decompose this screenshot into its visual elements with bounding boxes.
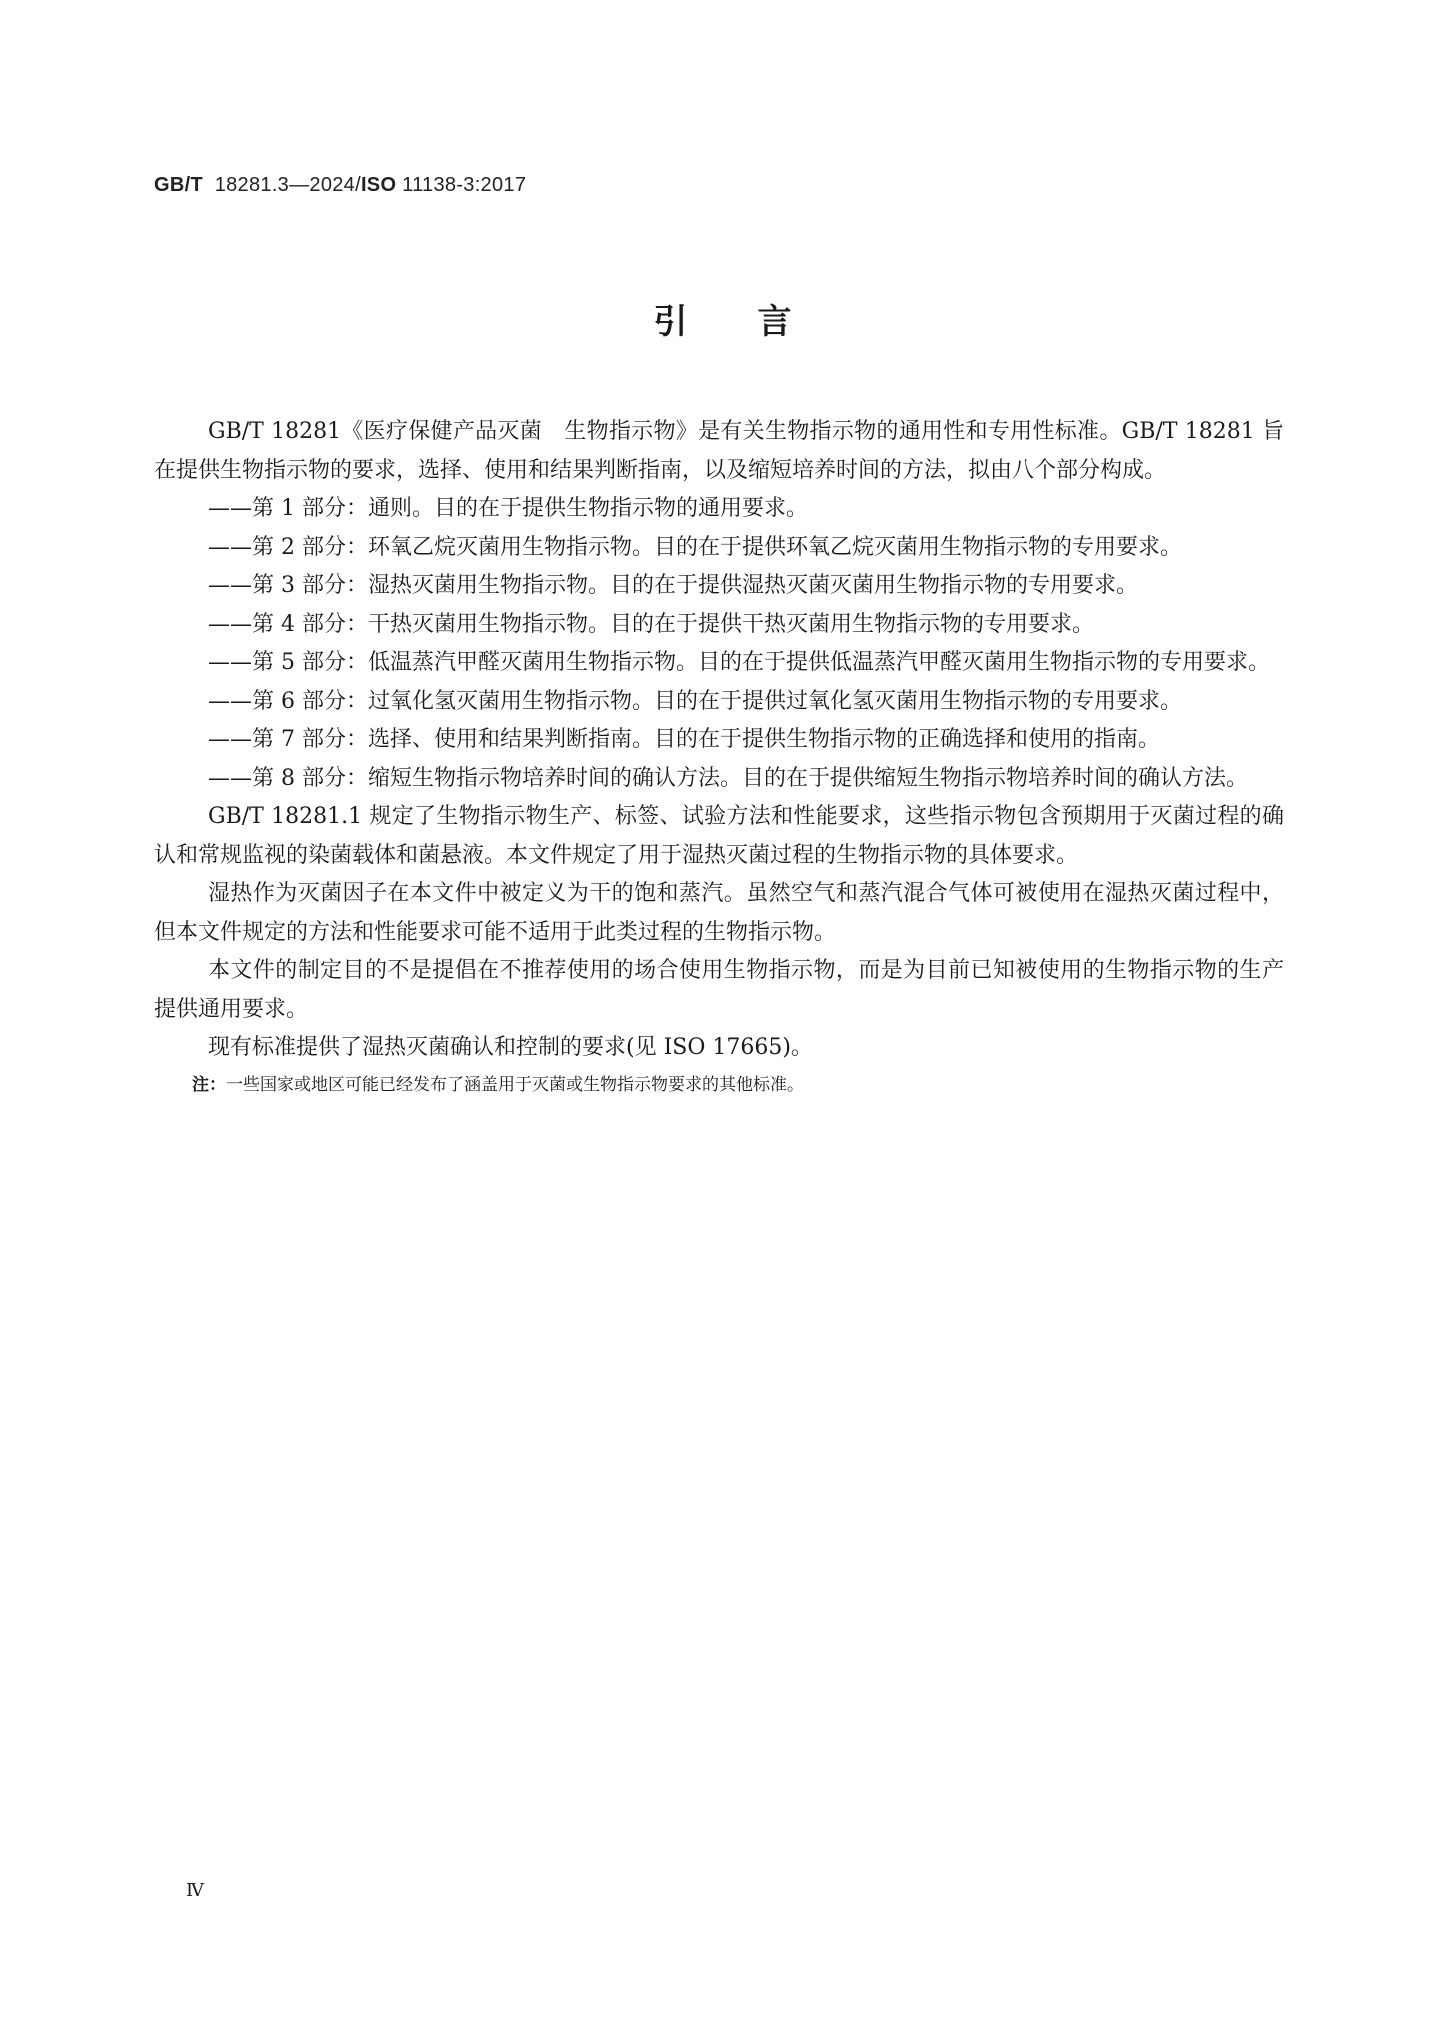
list-item: ——第 7 部分：选择、使用和结果判断指南。目的在于提供生物指示物的正确选择和使用的指南。	[208, 727, 1160, 752]
note-text: 一些国家或地区可能已经发布了涵盖用于灭菌或生物指示物要求的其他标准。	[226, 1074, 804, 1095]
paragraph-part1-scope: GB/T 18281.1 规定了生物指示物生产、标签、试验方法和性能要求，这些指示物包含预期用于灭菌过程的确认和常规监视的染菌载体和菌悬液。本文件规定了用于湿热灭菌过程的生物指示物的具体要求。	[154, 804, 1284, 868]
list-item: ——第 6 部分：过氧化氢灭菌用生物指示物。目的在于提供过氧化氢灭菌用生物指示物的专用要求。	[208, 688, 1182, 714]
iso-code: ISO	[360, 174, 397, 196]
parts-list	[154, 490, 1284, 798]
page-title: 引言	[653, 302, 862, 342]
list-item: ——第 8 部分：缩短生物指示物培养时间的确认方法。目的在于提供缩短生物指示物培养时间的确认方法。	[208, 765, 1248, 791]
standard-number: 18281.3—2024/	[214, 174, 361, 196]
list-item: ——第 5 部分：低温蒸汽甲醛灭菌用生物指示物。目的在于提供低温蒸汽甲醛灭菌用生物指示物的专用要求。	[208, 650, 1270, 675]
paragraph-intro: GB/T 18281《医疗保健产品灭菌 生物指示物》是有关生物指示物的通用性和专用性标准。GB/T 18281 旨在提供生物指示物的要求，选择、使用和结果判断指南，以及缩短培养时间的方法，拟由八个部分构成。	[154, 419, 1284, 483]
list-item: ——第 1 部分：通则。目的在于提供生物指示物的通用要求。	[208, 496, 808, 521]
paragraph-reference: 现有标准提供了湿热灭菌确认和控制的要求(见 ISO 17665)。	[208, 1035, 813, 1060]
iso-number: 11138-3:2017	[402, 174, 527, 196]
document-header	[154, 174, 526, 197]
list-item: ——第 3 部分：湿热灭菌用生物指示物。目的在于提供湿热灭菌灭菌用生物指示物的专用要求。	[208, 573, 1138, 598]
list-item: ——第 2 部分：环氧乙烷灭菌用生物指示物。目的在于提供环氧乙烷灭菌用生物指示物的专用要求。	[208, 534, 1182, 560]
note-label: 注：	[192, 1074, 226, 1095]
list-item: ——第 4 部分：干热灭菌用生物指示物。目的在于提供干热灭菌用生物指示物的专用要求。	[208, 611, 1094, 637]
note	[154, 1068, 1284, 1102]
page-number: Ⅳ	[186, 1880, 204, 1901]
paragraph-purpose: 本文件的制定目的不是提倡在不推荐使用的场合使用生物指示物，而是为目前已知被使用的生物指示物的生产提供通用要求。	[154, 958, 1284, 1022]
paragraph-moist-heat: 湿热作为灭菌因子在本文件中被定义为干的饱和蒸汽。虽然空气和蒸汽混合气体可被使用在湿热灭菌过程中，但本文件规定的方法和性能要求可能不适用于此类过程的生物指示物。	[154, 881, 1284, 945]
standard-code: GB/T	[154, 174, 203, 196]
body-content	[154, 413, 1284, 1102]
